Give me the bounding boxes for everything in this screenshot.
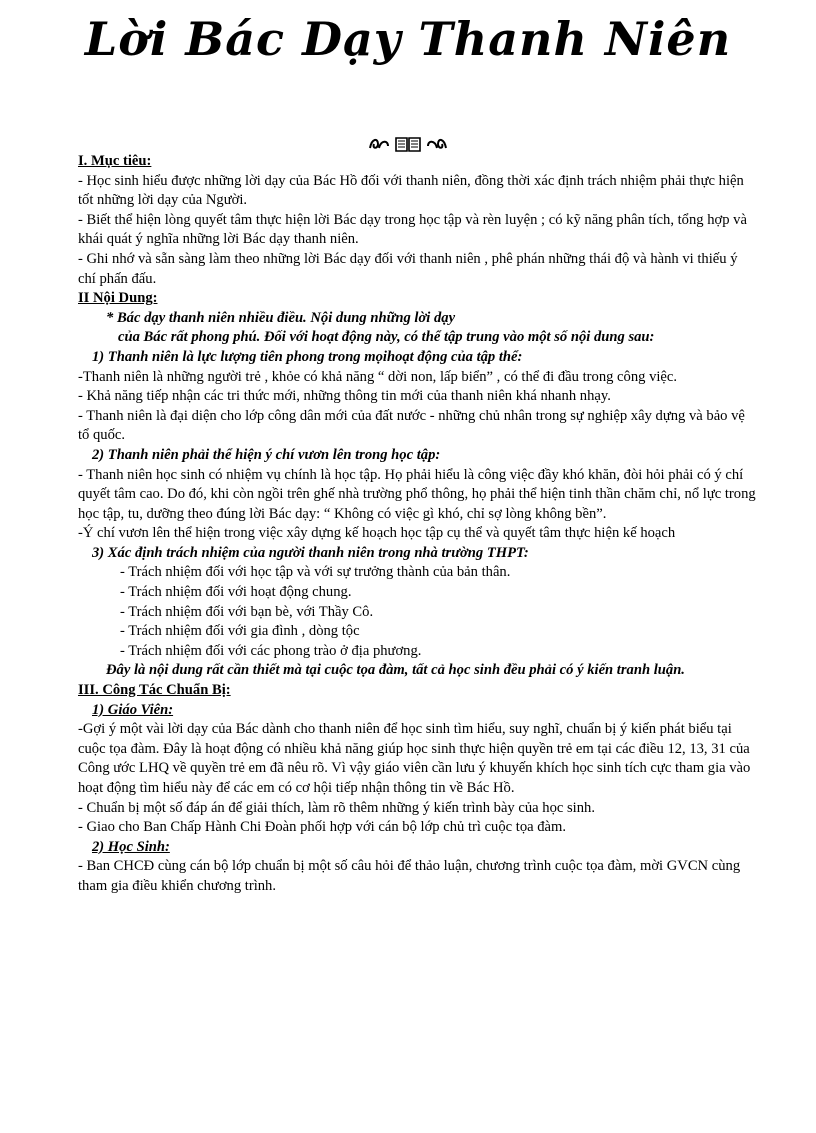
teacher-paragraph: - Chuẩn bị một số đáp án để giải thích, làm rõ thêm những ý kiến trình bày của học sinh. [78,799,595,816]
section-2-heading: II Nội Dung: [78,290,158,307]
section-2-closing: Đây là nội dung rất cần thiết mà tại cuộc tọa đàm, tất cả học sinh đều phải có ý kiến tranh luận. [106,662,685,679]
sub2-paragraph: -Ý chí vươn lên thể hiện trong việc xây dựng kế hoạch học tập cụ thể và quyết tâm thực hiện kế hoạch [78,525,676,542]
section-1-paragraph: - Học sinh hiểu được những lời dạy của Bác Hồ đối với thanh niên, đồng thời xác định trách nhiệm phải thực hiện tốt những lời dạy của Người. [78,172,744,209]
left-flourish-icon [368,136,390,152]
sub1-paragraph: - Thanh niên là đại diện cho lớp công dân mới của đất nước - những chủ nhân trong sự nghiệp xây dựng và bảo vệ tổ quốc. [78,407,745,444]
sub2-paragraph: - Thanh niên học sinh có nhiệm vụ chính là học tập. Họ phải hiểu là công việc đầy khó khăn, đòi hỏi phải có ý chí quyết tâm cao. Do đó, khi còn ngồi trên ghế nhà trường phổ thông, họ phải thể hiện tinh thần chăm chỉ, nổ lực trong học tập, tu, dưỡng theo đúng lời Bác dạy: “ Không có việc gì khó, chỉ sợ lòng không bền”. [78,466,756,522]
book-icon [395,135,421,153]
right-flourish-icon [426,136,448,152]
responsibility-item: - Trách nhiệm đối với bạn bè, với Thầy Cô. [120,603,374,620]
document-body [78,152,758,897]
sub1-paragraph: -Thanh niên là những người trẻ , khỏe có khả năng “ dời non, lấp biển” , có thể đi đầu trong công việc. [78,368,678,385]
sub1-paragraph: - Khả năng tiếp nhận các tri thức mới, những thông tin mới của thanh niên khá nhanh nhạy. [78,388,611,405]
teacher-paragraph: -Gợi ý một vài lời dạy của Bác dành cho thanh niên để học sinh tìm hiểu, suy nghĩ, chuẩn bị ý kiến phát biểu tại cuộc tọa đàm. Đây là hoạt động có nhiều khả năng giúp học sinh thực hiện quyền trẻ em tại các điều 12, 13, 31 của Công ước LHQ về quyền trẻ em đã nêu rõ. Vì vậy giáo viên cần lưu ý khuyến khích học sinh tích cực tham gia vào hoạt động tìm hiểu này để các em có cơ hội tiếp nhận thông tin về Bác Hồ. [78,721,751,796]
responsibility-item: - Trách nhiệm đối với các phong trào ở địa phương. [120,642,422,659]
section-1-paragraph: - Biết thể hiện lòng quyết tâm thực hiện lời Bác dạy trong học tập và rèn luyện ; có kỹ năng phân tích, tổng hợp và khái quát ý nghĩa những lời Bác dạy thanh niên. [78,211,747,248]
page-title: Lời Bác Dạy Thanh Niên [84,12,732,66]
subheading-1: 1) Thanh niên là lực lượng tiên phong trong mọihoạt động của tập thể: [92,348,523,365]
responsibility-item: - Trách nhiệm đối với hoạt động chung. [120,584,352,601]
teacher-heading: 1) Giáo Viên: [92,701,174,718]
student-paragraph: - Ban CHCĐ cùng cán bộ lớp chuẩn bị một số câu hỏi để thảo luận, chương trình cuộc tọa đàm, mời GVCN cùng tham gia điều khiển chương trình. [78,858,741,894]
section-2-intro-line1: * Bác dạy thanh niên nhiều điều. Nội dung những lời dạy [106,309,456,326]
subheading-3: 3) Xác định trách nhiệm của người thanh niên trong nhà trường THPT: [92,544,529,561]
section-1-heading: I. Mục tiêu: [78,153,152,169]
student-heading: 2) Học Sinh: [92,838,170,855]
section-2-intro-line2: của Bác rất phong phú. Đối với hoạt động này, có thể tập trung vào một số nội dung sau: [118,329,655,346]
subheading-2: 2) Thanh niên phải thể hiện ý chí vươn lên trong học tập: [92,446,441,463]
section-3-heading: III. Công Tác Chuẩn Bị: [78,682,231,699]
title-ornament [0,132,816,154]
teacher-paragraph: - Giao cho Ban Chấp Hành Chi Đoàn phối hợp với cán bộ lớp chủ trì cuộc tọa đàm. [78,819,567,836]
responsibility-item: - Trách nhiệm đối với gia đình , dòng tộc [120,623,360,640]
section-1-paragraph: - Ghi nhớ và sẵn sàng làm theo những lời Bác dạy đối với thanh niên , phê phán những thái độ và hành vi thiếu ý chí phấn đấu. [78,250,738,287]
responsibility-item: - Trách nhiệm đối với học tập và với sự trưởng thành của bản thân. [120,564,511,581]
